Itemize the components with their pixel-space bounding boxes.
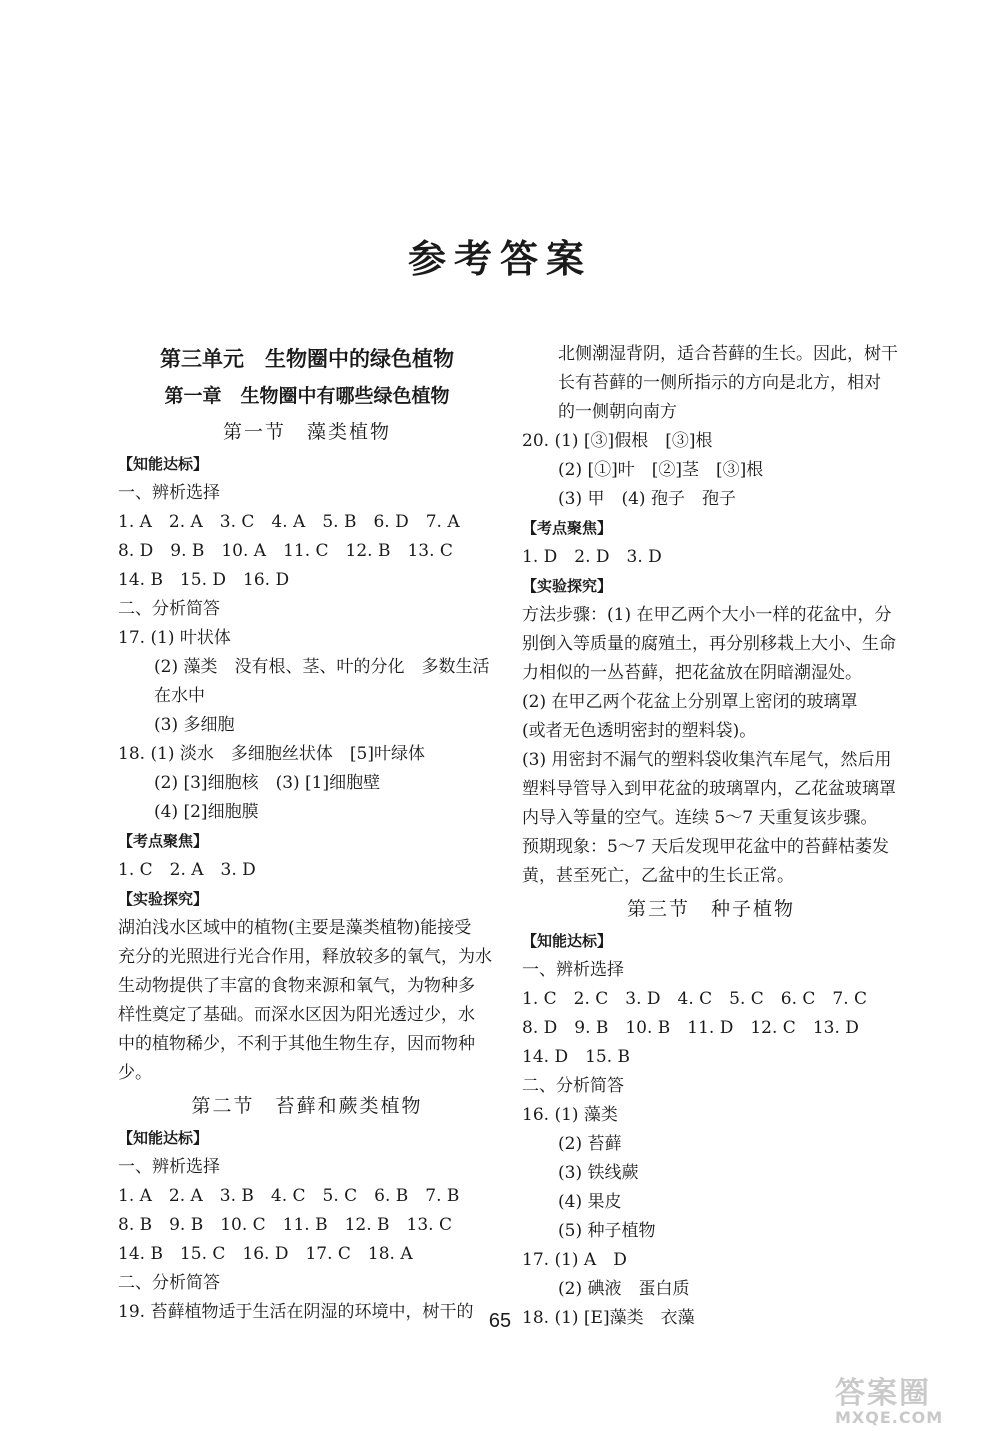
section-heading: 第二节 苔藓和蕨类植物 (191, 1095, 423, 1117)
answer-line-indented: 长有苔藓的一侧所指示的方向是北方，相对 (558, 373, 881, 393)
answer-line: (或者无色透明密封的塑料袋)。 (522, 721, 757, 741)
answer-line: 8. D 9. B 10. A 11. C 12. B 13. C (118, 541, 453, 561)
answer-line: 二、分析简答 (522, 1076, 624, 1096)
section-tag: 【实验探究】 (118, 890, 209, 908)
section-tag: 【知能达标】 (118, 455, 209, 473)
left-column (118, 340, 496, 1327)
answer-line-indented: 的一侧朝向南方 (558, 402, 677, 422)
answer-line: (2) 在甲乙两个花盆上分别罩上密闭的玻璃罩 (522, 692, 858, 712)
watermark-text: 答案圈 (835, 1376, 931, 1411)
answer-line: 1. C 2. C 3. D 4. C 5. C 6. C 7. C (522, 989, 868, 1009)
answer-line: 14. D 15. B (522, 1047, 631, 1067)
answer-line-indented: (3) 甲 (4) 孢子 孢子 (558, 489, 736, 509)
answer-line: 样性奠定了基础。而深水区因为阳光透过少，水 (118, 1005, 475, 1025)
answer-line-indented: 在水中 (154, 686, 205, 706)
answer-line: 14. B 15. D 16. D (118, 570, 290, 590)
answer-line-indented: 北侧潮湿背阴，适合苔藓的生长。因此，树干 (558, 344, 898, 364)
answer-line: 一、辨析选择 (522, 960, 624, 980)
chapter-heading: 第一章 生物圈中有哪些绿色植物 (164, 385, 450, 407)
answer-line: 17. (1) 叶状体 (118, 628, 231, 648)
answer-line-indented: (2) 藻类 没有根、茎、叶的分化 多数生活 (154, 657, 490, 677)
answer-line: 14. B 15. C 16. D 17. C 18. A (118, 1244, 413, 1264)
right-column (522, 340, 900, 1333)
answer-line: 预期现象：5～7 天后发现甲花盆中的苔藓枯萎发 (522, 837, 890, 857)
answer-line: 18. (1) 淡水 多细胞丝状体 [5]叶绿体 (118, 744, 426, 764)
section-heading: 第三节 种子植物 (626, 898, 795, 920)
answer-line: 1. A 2. A 3. C 4. A 5. B 6. D 7. A (118, 512, 460, 532)
page-number: 65 (488, 1310, 512, 1332)
answer-line-indented: (2) 碘液 蛋白质 (558, 1279, 690, 1299)
section-heading: 第一节 藻类植物 (222, 421, 391, 443)
section-tag: 【考点聚焦】 (522, 519, 613, 537)
answer-line: 二、分析简答 (118, 599, 220, 619)
section-tag: 【考点聚焦】 (118, 832, 209, 850)
answer-line: 8. B 9. B 10. C 11. B 12. B 13. C (118, 1215, 452, 1235)
answer-line: 20. (1) [③]假根 [③]根 (522, 431, 713, 451)
answer-line: 19. 苔藓植物适于生活在阴湿的环境中，树干的 (118, 1302, 474, 1322)
unit-heading: 第三单元 生物圈中的绿色植物 (160, 347, 454, 371)
answer-line: (3) 用密封不漏气的塑料袋收集汽车尾气，然后用 (522, 750, 892, 770)
answer-line: 力相似的一丛苔藓，把花盆放在阴暗潮湿处。 (522, 663, 862, 683)
answer-line: 黄，甚至死亡，乙盆中的生长正常。 (522, 866, 794, 886)
answer-line: 少。 (118, 1063, 152, 1083)
answer-line: 塑料导管导入到甲花盆的玻璃罩内，乙花盆玻璃罩 (522, 779, 896, 799)
answer-line-indented: (3) 多细胞 (154, 715, 235, 735)
answer-line: 充分的光照进行光合作用，释放较多的氧气，为水 (118, 947, 492, 967)
watermark-url: MXQE.COM (835, 1408, 944, 1427)
answer-line: 别倒入等质量的腐殖土，再分别移栽上大小、生命 (522, 634, 896, 654)
answer-line: 16. (1) 藻类 (522, 1105, 618, 1125)
answer-line: 1. D 2. D 3. D (522, 547, 662, 567)
answer-line: 方法步骤：(1) 在甲乙两个大小一样的花盆中，分 (522, 605, 892, 625)
section-tag: 【知能达标】 (522, 932, 613, 950)
answer-line: 一、辨析选择 (118, 483, 220, 503)
section-tag: 【实验探究】 (522, 577, 613, 595)
answer-line: 生动物提供了丰富的食物来源和氧气，为物种多 (118, 976, 475, 996)
answer-line: 18. (1) [E]藻类 衣藻 (522, 1308, 695, 1328)
answer-line: 1. A 2. A 3. B 4. C 5. C 6. B 7. B (118, 1186, 460, 1206)
answer-line-indented: (5) 种子植物 (558, 1221, 656, 1241)
answer-line: 17. (1) A D (522, 1250, 627, 1270)
answer-line-indented: (4) [2]细胞膜 (154, 802, 259, 822)
answer-line-indented: (4) 果皮 (558, 1192, 622, 1212)
answer-line: 中的植物稀少，不利于其他生物生存，因而物种 (118, 1034, 475, 1054)
answer-line-indented: (3) 铁线蕨 (558, 1163, 639, 1183)
answer-line: 二、分析简答 (118, 1273, 220, 1293)
answer-line: 湖泊浅水区域中的植物(主要是藻类植物)能接受 (118, 918, 472, 938)
section-tag: 【知能达标】 (118, 1129, 209, 1147)
answer-line: 一、辨析选择 (118, 1157, 220, 1177)
watermark-logo (835, 1368, 995, 1426)
answer-line-indented: (2) [①]叶 [②]茎 [③]根 (558, 460, 764, 480)
answer-line-indented: (2) [3]细胞核 (3) [1]细胞壁 (154, 773, 381, 793)
page-title: 参考答案 (407, 237, 592, 281)
answer-line-indented: (2) 苔藓 (558, 1134, 622, 1154)
answer-line: 内导入等量的空气。连续 5～7 天重复该步骤。 (522, 808, 878, 828)
answer-line: 8. D 9. B 10. B 11. D 12. C 13. D (522, 1018, 859, 1038)
answer-line: 1. C 2. A 3. D (118, 860, 256, 880)
